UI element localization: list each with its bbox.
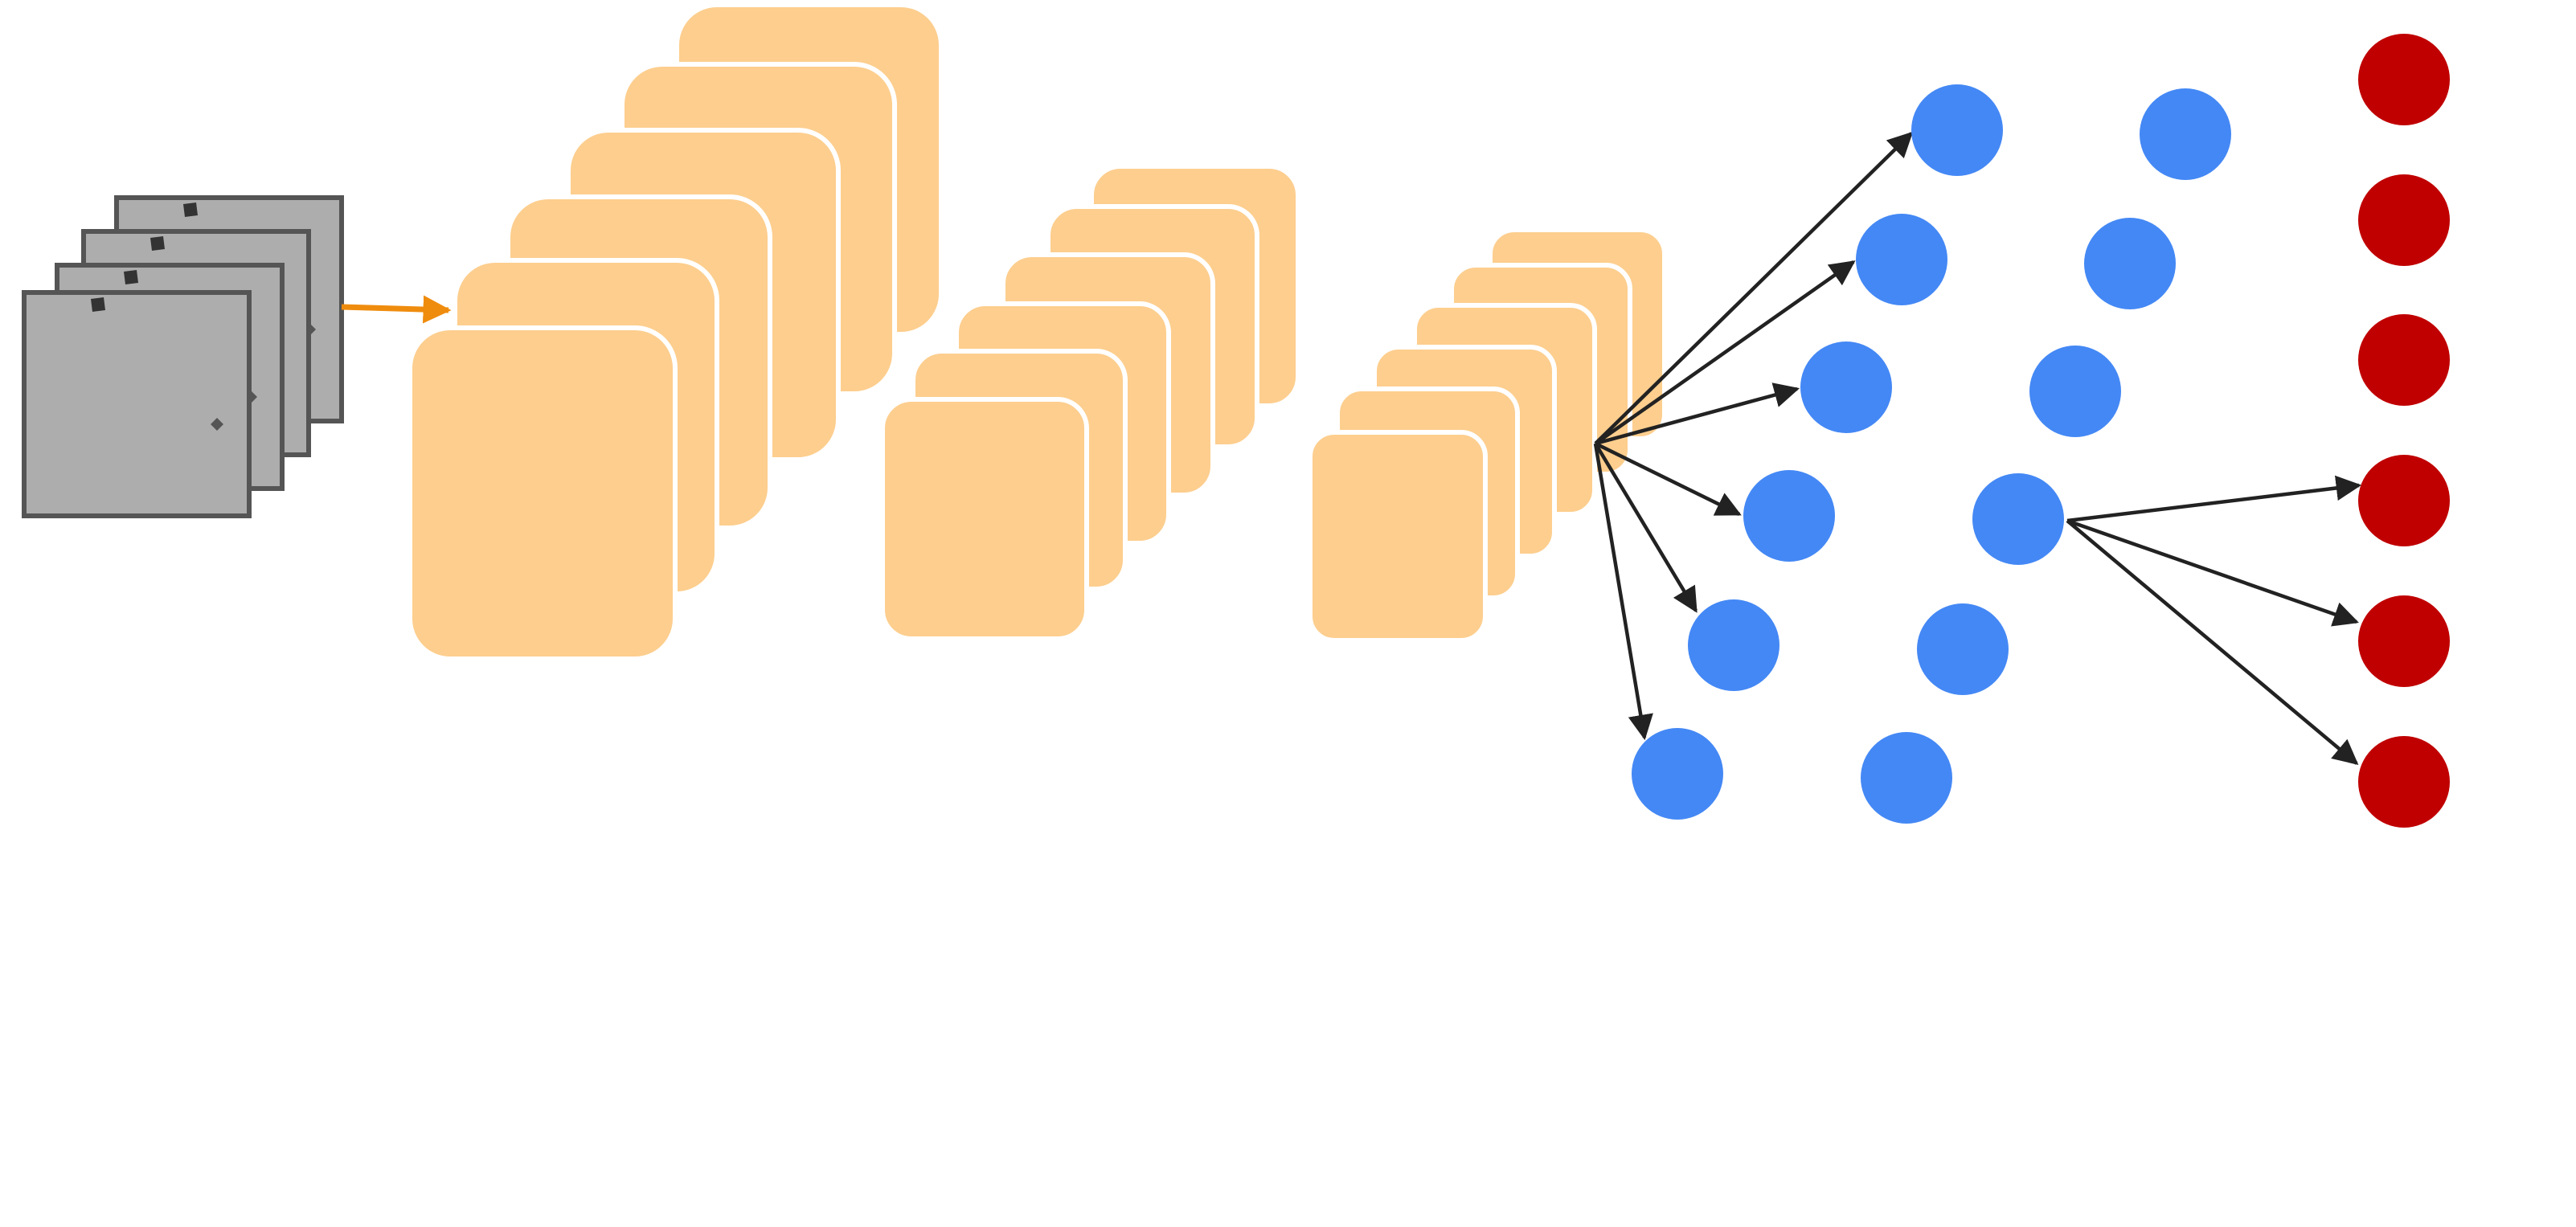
connection-arrow — [2067, 485, 2359, 521]
hidden-node — [1911, 84, 2003, 176]
conv-layer-1 — [410, 5, 941, 659]
output-node — [2358, 455, 2450, 546]
input-frames — [24, 198, 342, 516]
hidden-layer-2 — [1861, 88, 2231, 824]
output-node — [2358, 174, 2450, 266]
conv-layer-3 — [1310, 230, 1665, 640]
connection-arrow — [2067, 521, 2357, 622]
hidden-node — [2084, 218, 2176, 309]
output-node — [2358, 314, 2450, 406]
player-marker-icon — [183, 202, 198, 217]
hidden-node — [1972, 473, 2064, 565]
hidden-node — [1917, 603, 2009, 695]
hidden-node — [1632, 728, 1723, 820]
player-marker-icon — [124, 270, 138, 284]
output-node — [2358, 595, 2450, 687]
hidden-node — [1800, 342, 1892, 433]
output-node — [2358, 34, 2450, 125]
hidden-node — [2029, 346, 2121, 437]
feature-map — [1310, 432, 1485, 640]
input-arrow — [342, 307, 448, 310]
connection-arrow — [2067, 521, 2357, 763]
hidden-node — [1688, 599, 1779, 691]
player-marker-icon — [91, 297, 105, 312]
hidden-node — [1743, 470, 1835, 562]
feature-map — [883, 399, 1087, 639]
hidden-node — [1856, 214, 1947, 305]
output-layer — [2358, 34, 2450, 828]
feature-map — [410, 328, 675, 659]
hidden-node — [1861, 732, 1952, 824]
input-frame — [24, 292, 249, 516]
hidden-layer-1 — [1632, 84, 2003, 820]
player-marker-icon — [150, 236, 165, 251]
output-node — [2358, 736, 2450, 828]
conv-layer-2 — [883, 166, 1298, 639]
hidden-node — [2140, 88, 2231, 180]
hidden-to-output-connections — [2067, 485, 2359, 763]
